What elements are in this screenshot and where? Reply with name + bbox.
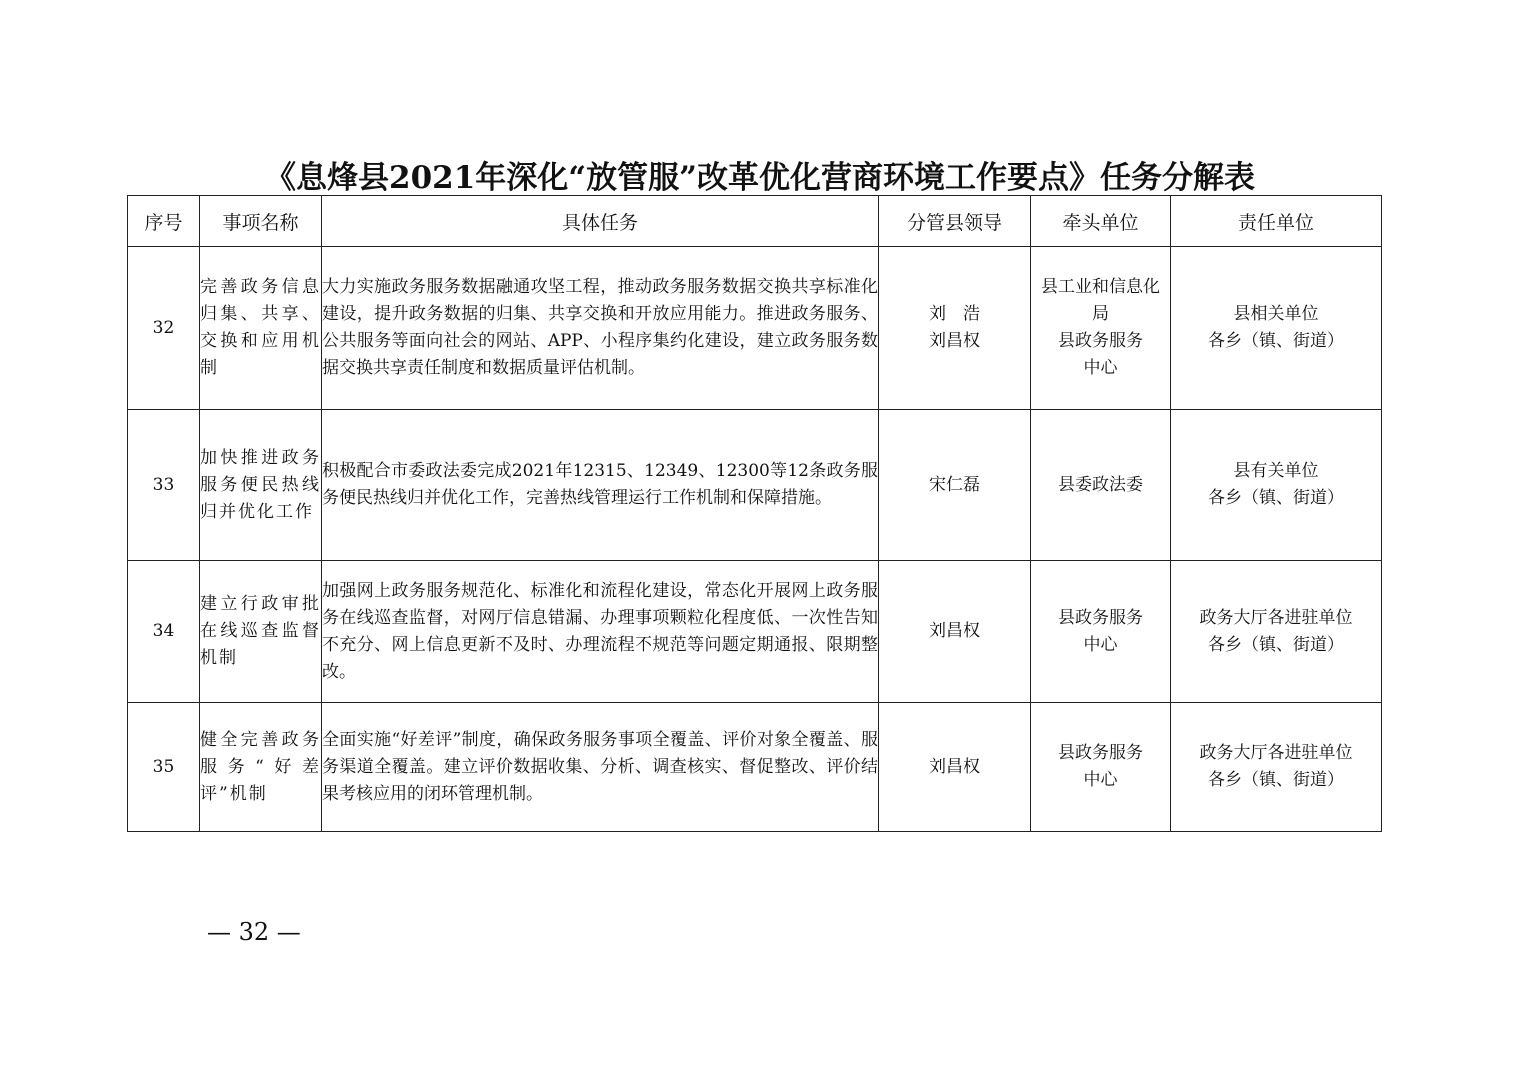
item-name: 加快推进政务服务便民热线归并优化工作 bbox=[200, 410, 322, 561]
page-number: — 32 — bbox=[207, 918, 301, 946]
header-serial-number: 序号 bbox=[128, 196, 200, 247]
responsible-unit: 各乡（镇、街道） bbox=[1208, 770, 1344, 790]
county-leaders bbox=[879, 703, 1031, 832]
row-number: 32 bbox=[128, 247, 200, 410]
table-row bbox=[128, 703, 1382, 832]
item-name: 健全完善政务服务“好差评”机制 bbox=[200, 703, 322, 832]
responsible-unit: 各乡（镇、街道） bbox=[1208, 634, 1344, 655]
item-name: 完善政务信息归集、共享、交换和应用机制 bbox=[200, 247, 322, 410]
lead-units bbox=[1031, 410, 1171, 561]
leader-name: 宋仁磊 bbox=[929, 474, 980, 495]
task-breakdown-table bbox=[127, 195, 1382, 832]
county-leaders bbox=[879, 247, 1031, 410]
table-header-row bbox=[128, 196, 1382, 247]
responsible-unit: 政务大厅各进驻单位 bbox=[1199, 607, 1353, 628]
header-lead-unit: 牵头单位 bbox=[1031, 196, 1171, 247]
lead-unit: 县政务服务中心 bbox=[1058, 607, 1143, 655]
responsible-units bbox=[1171, 247, 1382, 410]
responsible-unit: 各乡（镇、街道） bbox=[1208, 331, 1344, 351]
item-name: 建立行政审批在线巡查监督机制 bbox=[200, 561, 322, 703]
row-number: 33 bbox=[128, 410, 200, 561]
lead-unit: 县政务服务中心 bbox=[1058, 331, 1143, 378]
row-number: 35 bbox=[128, 703, 200, 832]
lead-unit: 县工业和信息化局 bbox=[1041, 277, 1160, 324]
lead-unit: 县委政法委 bbox=[1058, 474, 1143, 495]
county-leaders bbox=[879, 561, 1031, 703]
responsible-unit: 县有关单位 bbox=[1233, 461, 1319, 481]
lead-units bbox=[1031, 247, 1171, 410]
lead-unit: 县政务服务中心 bbox=[1058, 743, 1143, 790]
task-description: 大力实施政务服务数据融通攻坚工程，推动政务服务数据交换共享标准化建设，提升政务数据的归集、共享交换和开放应用能力。推进政务服务、公共服务等面向社会的网站、APP、小程序集约化建设，建立政务服务数据交换共享责任制度和数据质量评估机制。 bbox=[322, 247, 879, 410]
leader-name: 刘 浩 bbox=[929, 304, 980, 324]
county-leaders bbox=[879, 410, 1031, 561]
task-description: 全面实施“好差评”制度，确保政务服务事项全覆盖、评价对象全覆盖、服务渠道全覆盖。建立评价数据收集、分析、调查核实、督促整改、评价结果考核应用的闭环管理机制。 bbox=[322, 703, 879, 832]
lead-units bbox=[1031, 561, 1171, 703]
header-county-leader: 分管县领导 bbox=[879, 196, 1031, 247]
table-row bbox=[128, 247, 1382, 410]
responsible-unit: 各乡（镇、街道） bbox=[1208, 488, 1344, 508]
responsible-units bbox=[1171, 410, 1382, 561]
task-description: 积极配合市委政法委完成2021年12315、12349、12300等12条政务服务便民热线归并优化工作，完善热线管理运行工作机制和保障措施。 bbox=[322, 410, 879, 561]
header-item-name: 事项名称 bbox=[200, 196, 322, 247]
row-number: 34 bbox=[128, 561, 200, 703]
leader-name: 刘昌权 bbox=[929, 621, 980, 641]
lead-units bbox=[1031, 703, 1171, 832]
responsible-unit: 县相关单位 bbox=[1233, 304, 1319, 324]
table-row bbox=[128, 410, 1382, 561]
leader-name: 刘昌权 bbox=[929, 756, 980, 777]
table-row bbox=[128, 561, 1382, 703]
header-specific-task: 具体任务 bbox=[322, 196, 879, 247]
responsible-units bbox=[1171, 703, 1382, 832]
responsible-unit: 政务大厅各进驻单位 bbox=[1199, 743, 1353, 763]
header-responsible-unit: 责任单位 bbox=[1171, 196, 1382, 247]
task-description: 加强网上政务服务规范化、标准化和流程化建设，常态化开展网上政务服务在线巡查监督，对网厅信息错漏、办理事项颗粒化程度低、一次性告知不充分、网上信息更新不及时、办理流程不规范等问题定期通报、限期整改。 bbox=[322, 561, 879, 703]
document-title: 《息烽县2021年深化“放管服”改革优化营商环境工作要点》任务分解表 bbox=[265, 160, 1255, 196]
leader-name: 刘昌权 bbox=[929, 331, 980, 351]
responsible-units bbox=[1171, 561, 1382, 703]
